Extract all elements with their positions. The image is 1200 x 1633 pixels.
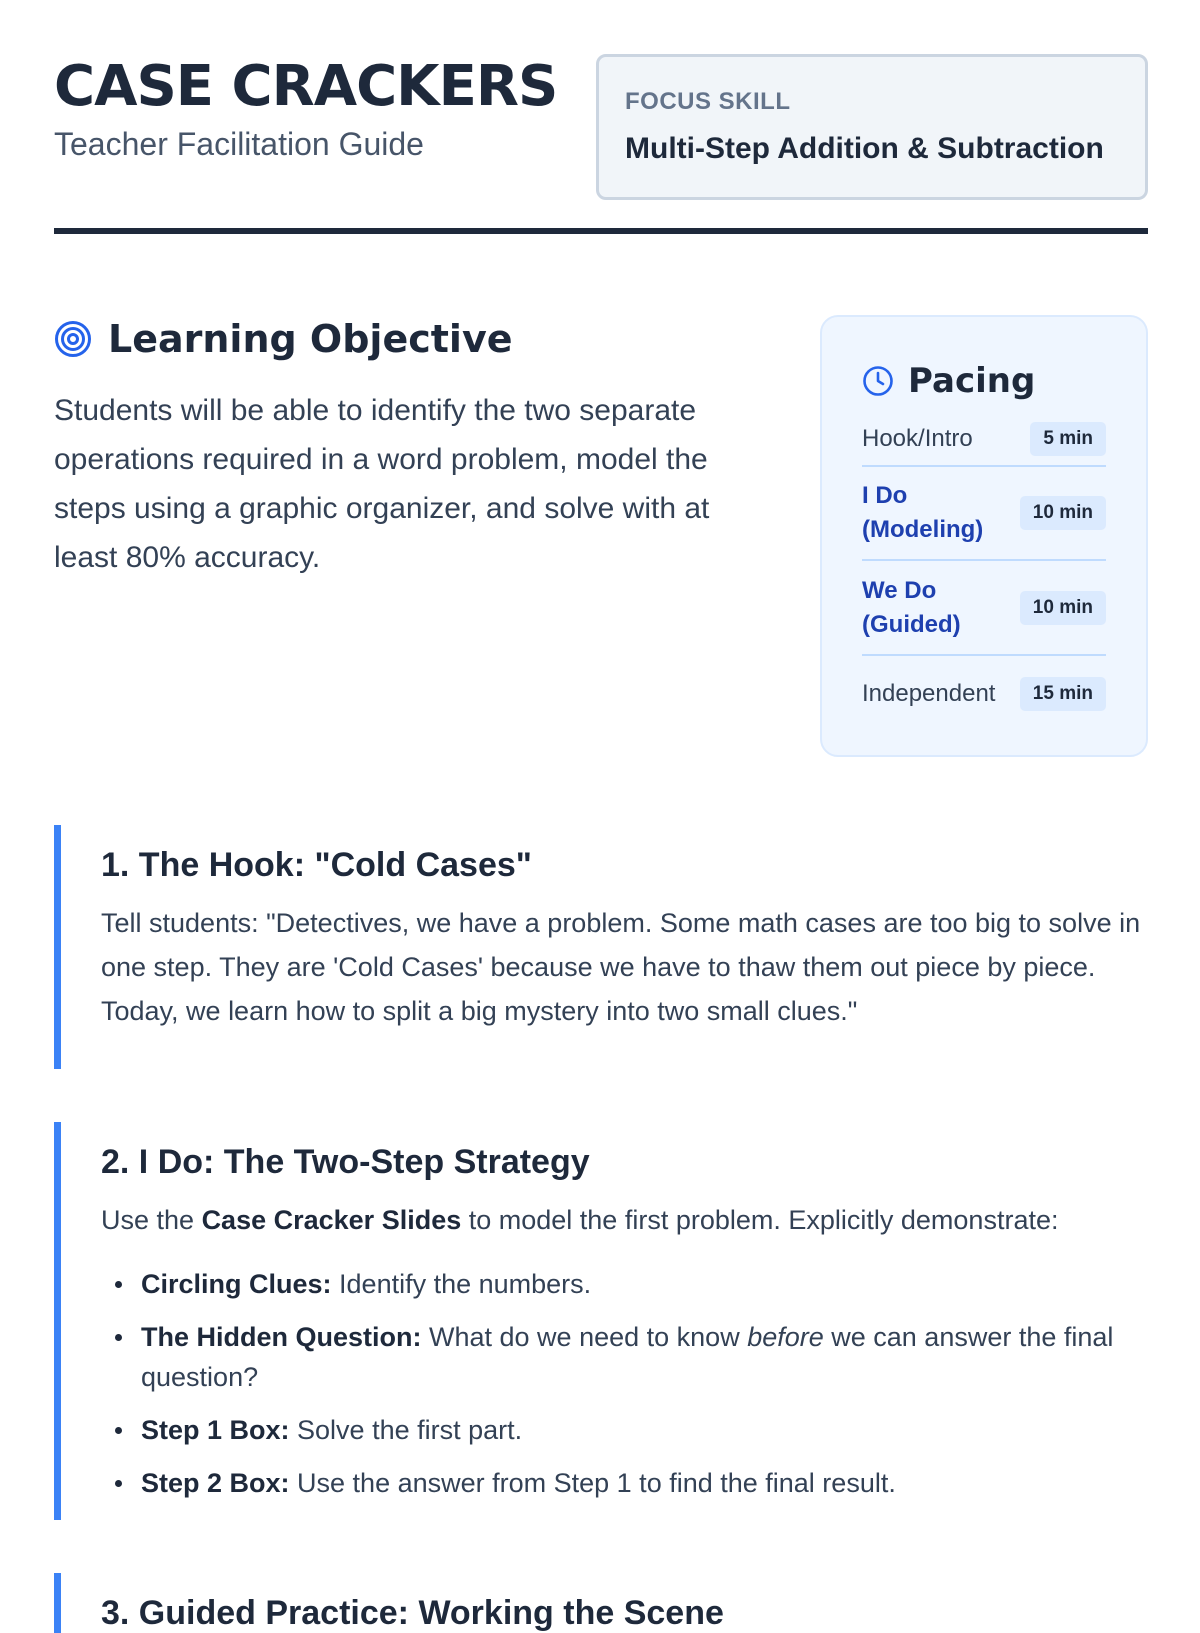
list-item-term: Step 1 Box: <box>141 1415 290 1445</box>
pacing-row-label: Hook/Intro <box>862 425 973 452</box>
page-title: CASE CRACKERS <box>54 54 558 119</box>
list-item <box>101 1317 1148 1397</box>
pacing-row-time: 10 min <box>1020 591 1106 625</box>
list-item <box>101 1463 1148 1503</box>
pacing-row-label: I Do (Modeling) <box>862 482 984 543</box>
section-intro <box>101 1198 1148 1242</box>
list-item-text: Solve the first part. <box>289 1415 523 1445</box>
focus-skill-box <box>596 54 1148 200</box>
list-item <box>101 1410 1148 1450</box>
learning-objective <box>54 314 774 582</box>
list-item-text: we can answer the final question? <box>141 1322 1114 1392</box>
list-item-term: Circling Clues: <box>141 1269 332 1299</box>
pacing-row <box>862 656 1106 732</box>
strategy-list <box>101 1264 1148 1503</box>
focus-skill-value: Multi-Step Addition & Subtraction <box>625 132 1104 165</box>
section-title: 2. I Do: The Two-Step Strategy <box>101 1143 590 1181</box>
pacing-title: Pacing <box>908 361 1036 401</box>
clock-icon <box>862 365 894 397</box>
target-icon <box>54 320 92 358</box>
objective-heading <box>54 314 774 364</box>
pacing-heading <box>862 359 1106 403</box>
section-hook <box>54 825 1148 1069</box>
list-item-term: The Hidden Question: <box>141 1322 422 1352</box>
focus-skill-label: FOCUS SKILL <box>625 88 791 115</box>
intro-text: Use the <box>101 1205 202 1235</box>
list-item-emphasis: before <box>747 1322 824 1352</box>
list-item-text: Use the answer from Step 1 to find the final result. <box>289 1468 896 1498</box>
pacing-row-label: We Do (Guided) <box>862 576 961 638</box>
pacing-row-time: 15 min <box>1020 677 1106 711</box>
pacing-row-label: Independent <box>862 680 996 707</box>
section-title: 1. The Hook: "Cold Cases" <box>101 846 532 884</box>
slides-reference: Case Cracker Slides <box>201 1205 462 1235</box>
section-title: 3. Guided Practice: Working the Scene <box>101 1594 724 1632</box>
list-item-text: What do we need to know <box>421 1322 748 1352</box>
pacing-row-time: 10 min <box>1020 496 1106 530</box>
page-subtitle: Teacher Facilitation Guide <box>54 126 424 162</box>
objective-text: Students will be able to identify the two separate operations required in a word problem, model the steps using a graphic organizer, and solve with at least 80% accuracy. <box>54 394 710 574</box>
list-item <box>101 1264 1148 1304</box>
header <box>54 54 1148 234</box>
pacing-row-time: 5 min <box>1030 422 1106 456</box>
pacing-card <box>820 315 1148 757</box>
list-item-term: Step 2 Box: <box>141 1468 290 1498</box>
list-item-text: Identify the numbers. <box>331 1269 592 1299</box>
pacing-row <box>862 413 1106 467</box>
intro-text: to model the first problem. Explicitly demonstrate: <box>461 1205 1059 1235</box>
section-i-do <box>54 1122 1148 1520</box>
pacing-row <box>862 467 1106 561</box>
section-text: Tell students: "Detectives, we have a problem. Some math cases are too big to solve in one step. They are 'Cold Cases' because we have to thaw them out piece by piece. Today, we learn how to split a big mystery into two small clues." <box>101 908 1141 1026</box>
pacing-row <box>862 561 1106 656</box>
objective-title: Learning Objective <box>108 317 513 361</box>
section-guided-practice <box>54 1573 1148 1633</box>
